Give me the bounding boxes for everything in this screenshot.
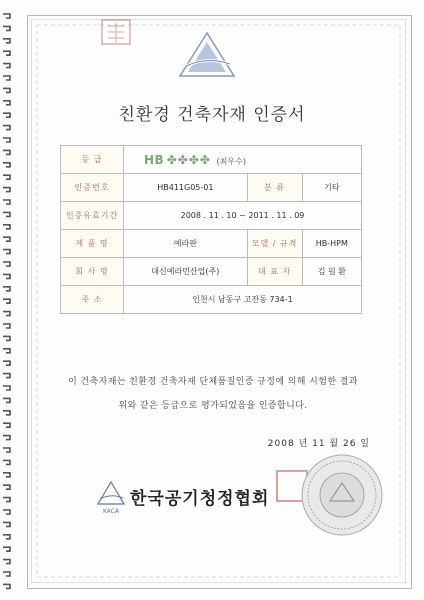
product-value: 예라판 [124, 230, 248, 258]
binding-ring [3, 398, 10, 402]
binding-ring [3, 262, 10, 266]
cert-no-value: HB411G05-01 [124, 174, 248, 202]
spiral-binding-icon [2, 10, 16, 595]
binding-ring [3, 150, 10, 154]
binding-ring [3, 572, 10, 576]
binding-ring [3, 274, 10, 278]
certification-statement [58, 370, 368, 418]
binding-ring [3, 522, 10, 526]
binding-ring [3, 200, 10, 204]
binding-ring [3, 287, 10, 291]
binding-ring [3, 188, 10, 192]
kaca-logo-icon [176, 30, 238, 80]
binding-ring [3, 535, 10, 539]
certificate-title: 친환경 건축자재 인증서 [118, 105, 306, 125]
binding-ring [3, 51, 10, 55]
representative-label: 대 표 자 [247, 258, 302, 286]
binding-ring [3, 250, 10, 254]
address-label: 주 소 [61, 286, 124, 314]
binding-ring [3, 88, 10, 92]
binding-ring [3, 39, 10, 43]
model-value: HB-HPM [302, 230, 361, 258]
organization-name: 한국공기청정협회 [130, 489, 270, 509]
address-value: 인천시 남동구 고잔동 734-1 [124, 286, 362, 314]
table-row-address [61, 286, 362, 314]
issue-date: 2008 년 11 월 26 일 [267, 439, 370, 449]
binding-ring [3, 299, 10, 303]
binding-ring [3, 225, 10, 229]
statement-line-2: 위와 같은 등급으로 평가되었음을 인증합니다. [118, 401, 308, 411]
binding-ring [3, 460, 10, 464]
table-row-valid [61, 202, 362, 230]
binding-ring [3, 312, 10, 316]
statement-line-1: 이 건축자재는 친환경 건축자재 단체품질인증 규정에 의해 시험한 결과 [68, 377, 358, 387]
binding-ring [3, 336, 10, 340]
binding-ring [3, 498, 10, 502]
binding-ring [3, 14, 10, 18]
binding-ring [3, 138, 10, 142]
binding-ring [3, 126, 10, 130]
category-value: 기타 [302, 174, 361, 202]
kaca-org-logo-icon [96, 480, 126, 516]
model-label: 모델 / 규격 [247, 230, 302, 258]
validity-value: 2008 . 11 . 10 ~ 2011 . 11 . 09 [124, 202, 362, 230]
table-row-grade [61, 146, 362, 174]
certificate-table [60, 145, 362, 314]
binding-ring [3, 510, 10, 514]
certification-medallion-icon [300, 453, 384, 537]
binding-ring [3, 411, 10, 415]
grade-code: HB [144, 152, 165, 167]
binding-ring [3, 212, 10, 216]
binding-ring [3, 361, 10, 365]
table-row-product [61, 230, 362, 258]
validity-label: 인증유효기간 [61, 202, 124, 230]
grade-value [124, 146, 362, 174]
product-label: 제 품 명 [61, 230, 124, 258]
binding-ring [3, 485, 10, 489]
binding-ring [3, 423, 10, 427]
binding-ring [3, 26, 10, 30]
binding-ring [3, 324, 10, 328]
table-row-cert-no [61, 174, 362, 202]
binding-ring [3, 386, 10, 390]
company-label: 회 사 명 [61, 258, 124, 286]
seal-icon [98, 17, 134, 47]
cert-no-label: 인증번호 [61, 174, 124, 202]
grade-label: 등 급 [61, 146, 124, 174]
binding-ring [3, 374, 10, 378]
table-row-company [61, 258, 362, 286]
representative-value: 김 원 환 [302, 258, 361, 286]
binding-ring [3, 76, 10, 80]
category-label: 분 류 [247, 174, 302, 202]
binding-ring [3, 175, 10, 179]
grade-note: (최우수) [216, 156, 246, 166]
binding-ring [3, 163, 10, 167]
binding-ring [3, 349, 10, 353]
company-value: 대신예라민산업(주) [124, 258, 248, 286]
binding-ring [3, 547, 10, 551]
binding-ring [3, 584, 10, 588]
binding-ring [3, 560, 10, 564]
binding-ring [3, 237, 10, 241]
binding-ring [3, 436, 10, 440]
binding-ring [3, 64, 10, 68]
binding-ring [3, 473, 10, 477]
clover-icon: ✤✤✤✤ [166, 152, 211, 167]
binding-ring [3, 448, 10, 452]
svg-text:KACA: KACA [102, 508, 120, 515]
